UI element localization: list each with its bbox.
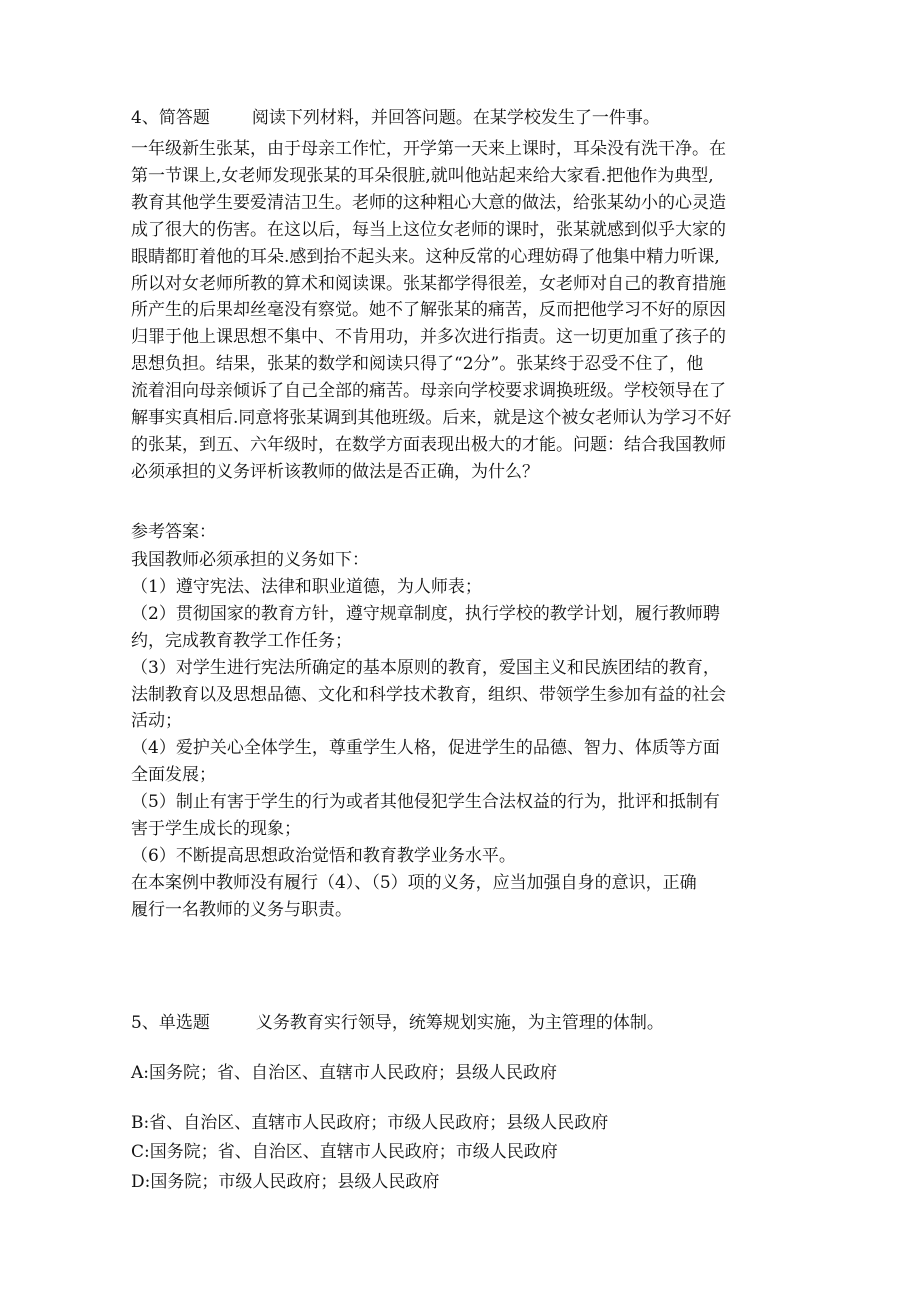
answer-line: （3）对学生进行宪法所确定的基本原则的教育，爱国主义和民族团结的教育，: [131, 657, 720, 678]
option-d: D:国务院；市级人民政府；县级人民政府: [131, 1172, 440, 1192]
answer-line: 我国教师必须承担的义务如下：: [131, 550, 369, 570]
question-4-header: [131, 106, 660, 130]
material-line: 必须承担的义务评析该教师的做法是否正确，为什么？: [131, 461, 539, 482]
option-a: A:国务院；省、自治区、直辖市人民政府；县级人民政府: [131, 1063, 558, 1083]
question-4-number: 4、简答题: [131, 108, 210, 128]
answer-line: 履行一名教师的义务与职责。: [131, 899, 352, 920]
material-line: 解事实真相后.同意将张某调到其他班级。后来，就是这个被女老师认为学习不好: [131, 408, 732, 429]
answer-line: 约，完成教育教学工作任务；: [131, 630, 352, 651]
question-4-material: [131, 136, 801, 486]
question-4-stem: 阅读下列材料，并回答问题。在某学校发生了一件事。: [251, 108, 660, 128]
answer-line: （5）制止有害于学生的行为或者其他侵犯学生合法权益的行为，批评和抵制有: [131, 792, 720, 813]
question-5-stem: 义务教育实行领导，统筹规划实施，为主管理的体制。: [255, 1013, 664, 1033]
option-c: C:国务院；省、自治区、直辖市人民政府；市级人民政府: [131, 1142, 558, 1162]
answer-line: 在本案例中教师没有履行（4）、（5）项的义务，应当加强自身的意识，正确: [131, 872, 697, 893]
material-line: 的张某，到五、六年级时，在数学方面表现出极大的才能。问题：结合我国教师: [131, 434, 726, 455]
material-line: 归罪于他上课思想不集中、不肯用功，并多次进行指责。这一切更加重了孩子的: [131, 327, 726, 348]
question-4-answer: [131, 547, 726, 924]
question-5-number: 5、单选题: [131, 1013, 210, 1033]
material-line: 第一节课上,女老师发现张某的耳朵很脏,就叫他站起来给大家看.把他作为典型,: [131, 165, 714, 186]
answer-line: 法制教育以及思想品德、文化和科学技术教育，组织、带领学生参加有益的社会: [131, 684, 726, 705]
question-5-header: [131, 1011, 664, 1035]
answer-line: 全面发展；: [131, 765, 216, 786]
answer-line: （6）不断提高思想政治觉悟和教育教学业务水平。: [131, 845, 516, 866]
material-line: 眼睛都盯着他的耳朵.感到抬不起头来。这种反常的心理妨碍了他集中精力听课,: [131, 246, 720, 267]
material-line: 流着泪向母亲倾诉了自己全部的痛苦。母亲向学校要求调换班级。学校领导在了: [131, 381, 726, 402]
answer-line: （4）爱护关心全体学生，尊重学生人格，促进学生的品德、智力、体质等方面: [131, 738, 720, 759]
material-line: 一年级新生张某，由于母亲工作忙，开学第一天来上课时，耳朵没有洗干净。在: [131, 139, 726, 159]
material-line: 教育其他学生要爱清洁卫生。老师的这种粗心大意的做法，给张某幼小的心灵造: [131, 192, 726, 213]
material-line: 所以对女老师所教的算术和阅读课。张某都学得很差，女老师对自己的教育措施: [131, 273, 726, 294]
answer-line: （2）贯彻国家的教育方针，遵守规章制度，执行学校的教学计划，履行教师聘: [131, 603, 720, 624]
option-b: B:省、自治区、直辖市人民政府；市级人民政府；县级人民政府: [131, 1113, 609, 1133]
answer-line: （1）遵守宪法、法律和职业道德，为人师表；: [131, 576, 482, 597]
answer-line: 害于学生成长的现象；: [131, 819, 301, 840]
material-line: 成了很大的伤害。在这以后，每当上这位女老师的课时，张某就感到似乎大家的: [131, 219, 726, 240]
answer-label: 参考答案：: [131, 522, 216, 542]
material-line: 所产生的后果却丝毫没有察觉。她不了解张某的痛苦，反而把他学习不好的原因: [131, 300, 726, 321]
answer-line: 活动；: [131, 711, 182, 732]
material-line: 思想负担。结果，张某的数学和阅读只得了“2分”。张某终于忍受不住了，他: [131, 354, 704, 375]
